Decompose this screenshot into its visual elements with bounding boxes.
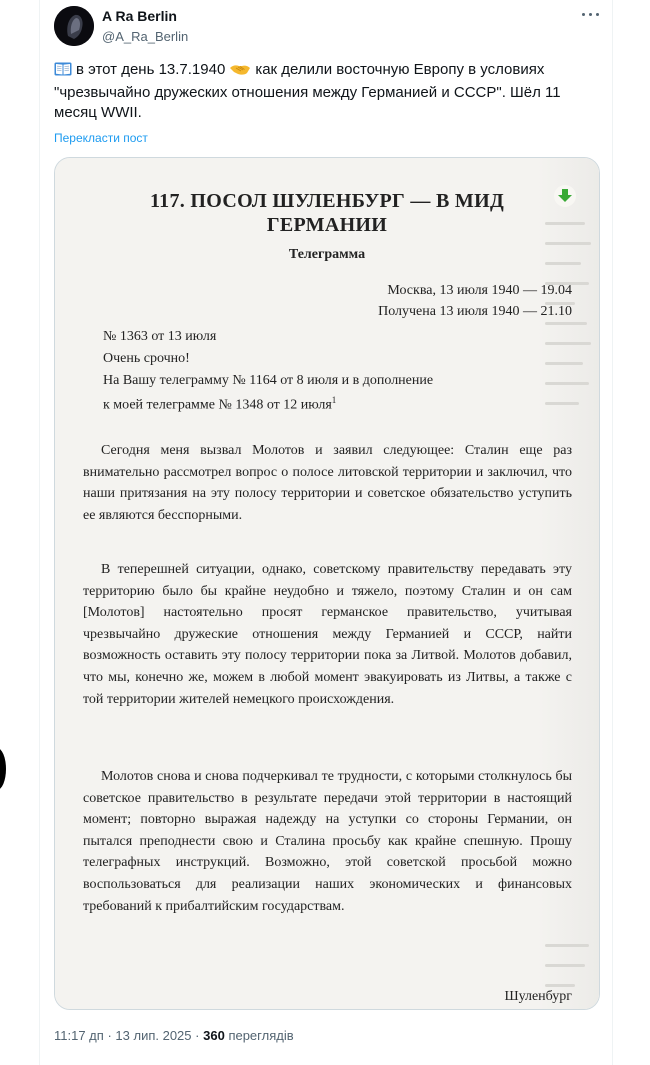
sent-line: Москва, 13 июля 1940 — 19.04 <box>387 283 572 298</box>
document-paragraph-2: В теперешней ситуации, однако, советскому правительству передавать эту территорию было бы крайне неудобно и тяжело, поэтому Сталин и он сам [Молотов] настоятельно просят германское правительство, учитывая чрезвычайно дружеские отношения между Германией и СССР, найти возможность оставить эту полосу территории пока за Литвой. Молотов добавил, что мы, конечно же, можем в любой момент эвакуировать из Литвы, а также с той территории жителей немецкого происхождения. <box>83 562 572 707</box>
views-count: 360 <box>203 1028 225 1043</box>
separator: · <box>195 1028 200 1043</box>
tweet-text-part1: в этот день 13.7.1940 <box>76 61 226 78</box>
number-line: № 1363 от 13 июля <box>103 329 217 344</box>
document-page <box>55 158 599 1009</box>
views-label: переглядів <box>228 1028 294 1043</box>
tweet-footer <box>54 1028 294 1043</box>
tweet-text-part2: как делили восточную Европу в условиях "чрезвычайно дружеских отношения между Германией и СССР". Шёл 11 месяц WWII. <box>54 61 561 121</box>
more-options-icon[interactable] <box>580 6 602 22</box>
avatar[interactable] <box>54 6 94 46</box>
edge-shape <box>0 748 6 790</box>
footnote-marker: 1 <box>331 395 337 405</box>
document-paragraph-1: Сегодня меня вызвал Молотов и заявил следующее: Сталин еще раз внимательно рассмотрел вопрос о полосе литовской территории и заключил, что наши притязания на эту полосу территории и советское обязательство уступить ее являются бесспорными. <box>83 443 572 523</box>
urgency-line: Очень срочно! <box>103 351 190 366</box>
column-border-left <box>39 0 40 1065</box>
author-handle[interactable]: @A_Ra_Berlin <box>102 29 189 44</box>
column-border-right <box>612 0 613 1065</box>
reference-line1: На Вашу телеграмму № 1164 от 8 июля и в дополнение <box>103 373 434 388</box>
document-title-line2: ГЕРМАНИИ <box>266 214 388 236</box>
post-time[interactable]: 11:17 дп <box>54 1028 104 1043</box>
post-date[interactable]: 13 лип. 2025 <box>115 1028 192 1043</box>
media-image[interactable] <box>54 157 600 1010</box>
document-subtitle: Телеграмма <box>288 247 366 262</box>
signature: Шуленбург <box>504 989 572 1004</box>
separator: · <box>107 1028 112 1043</box>
document-title-line1: 117. ПОСОЛ ШУЛЕНБУРГ — В МИД <box>149 190 505 212</box>
document-paragraph-3: Молотов снова и снова подчеркивал те трудности, с которыми столкнулось бы советское правительство в результате передачи этой территории в настоящий момент; повторно выражая надежду на уступки со стороны Германии, он пытался преподнести свою и Сталина просьбу как крайне спешную. Прошу телеграфных инструкций. Возможно, этой советской просьбой можно воспользоваться для реализации наших экономических и финансовых требований к прибалтийским государствам. <box>83 769 572 914</box>
author-name[interactable]: A Ra Berlin <box>102 8 177 24</box>
translate-post-link[interactable]: Перекласти пост <box>54 131 148 145</box>
handshake-icon <box>229 62 251 82</box>
received-line: Получена 13 июля 1940 — 21.10 <box>378 304 572 319</box>
open-book-icon <box>54 61 72 83</box>
reference-line2-text: к моей телеграмме № 1348 от 12 июля <box>103 397 332 413</box>
tweet-text <box>54 60 604 123</box>
reference-line2 <box>103 395 336 414</box>
